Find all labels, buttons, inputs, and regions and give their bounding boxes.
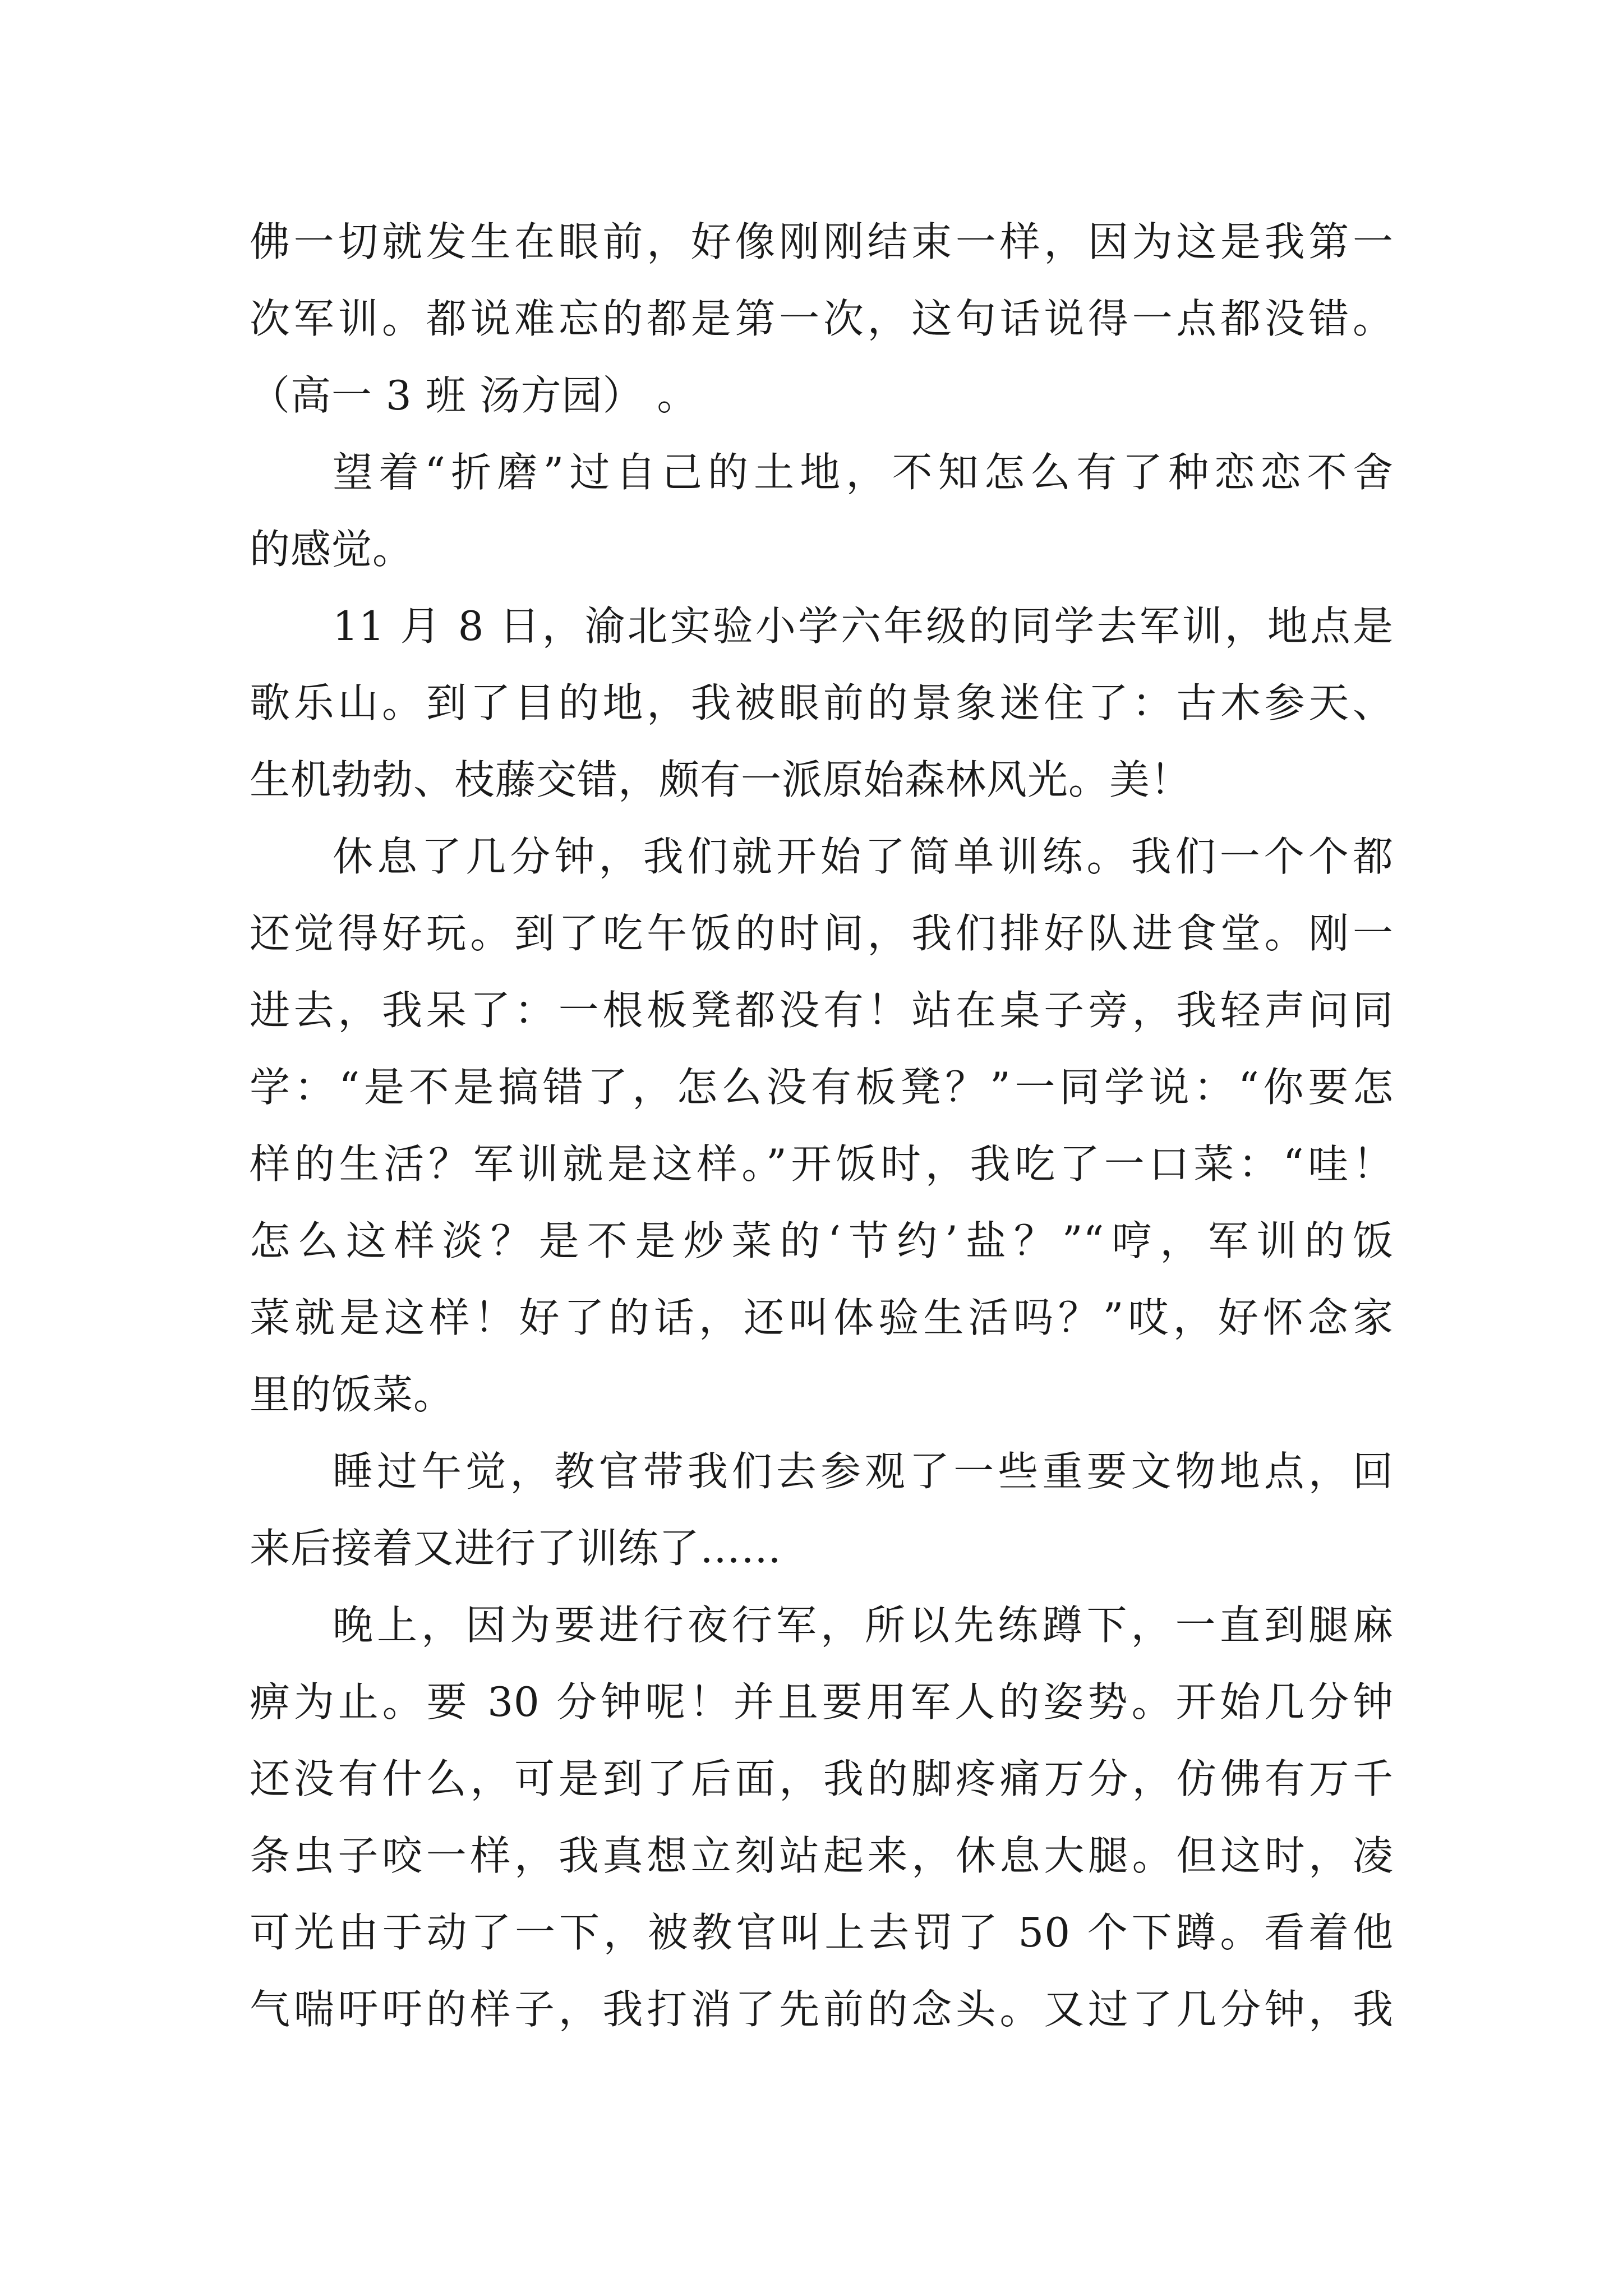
text-line: 菜就是这样！好了的话，还叫体验生活吗？”哎，好怀念家	[250, 1294, 1394, 1341]
text-line: 可光由于动了一下，被教官叫上去罚了 50 个下蹲。看着他	[250, 1909, 1394, 1956]
text-line: 休息了几分钟，我们就开始了简单训练。我们一个个都	[333, 833, 1394, 880]
text-line: 佛一切就发生在眼前，好像刚刚结束一样，因为这是我第一	[250, 218, 1394, 265]
text-line: 睡过午觉，教官带我们去参观了一些重要文物地点，回	[333, 1448, 1394, 1495]
text-line: 条虫子咬一样，我真想立刻站起来，休息大腿。但这时，凌	[250, 1832, 1394, 1879]
text-line: 气喘吁吁的样子，我打消了先前的念头。又过了几分钟，我	[250, 1986, 1394, 2033]
text-line: 晚上，因为要进行夜行军，所以先练蹲下，一直到腿麻	[333, 1602, 1394, 1649]
text-line: 怎么这样淡？是不是炒菜的‘节约’盐？”“哼，军训的饭	[250, 1217, 1394, 1264]
text-line: 还觉得好玩。到了吃午饭的时间，我们排好队进食堂。刚一	[250, 910, 1394, 957]
text-line: 歌乐山。到了目的地，我被眼前的景象迷住了：古木参天、	[250, 679, 1394, 726]
text-line: 样的生活？军训就是这样。”开饭时，我吃了一口菜：“哇！	[250, 1140, 1394, 1188]
text-line: 次军训。都说难忘的都是第一次，这句话说得一点都没错。	[250, 295, 1394, 342]
author-line: （高一 3 班 汤方园） 。	[250, 372, 698, 419]
text-line: 还没有什么，可是到了后面，我的脚疼痛万分，仿佛有万千	[250, 1755, 1394, 1802]
text-line: 生机勃勃、枝藤交错，颇有一派原始森林风光。美！	[250, 756, 1192, 803]
text-line: 来后接着又进行了训练了……	[250, 1525, 782, 1572]
text-line: 里的饭菜。	[250, 1371, 455, 1418]
text-line: 的感觉。	[250, 526, 414, 573]
text-line: 进去，我呆了：一根板凳都没有！站在桌子旁，我轻声问同	[250, 987, 1394, 1034]
text-line: 学：“是不是搞错了，怎么没有板凳？”一同学说：“你要怎	[250, 1064, 1394, 1111]
text-line: 痹为止。要 30 分钟呢！并且要用军人的姿势。开始几分钟	[250, 1678, 1394, 1726]
text-line: 11 月 8 日，渝北实验小学六年级的同学去军训，地点是	[333, 602, 1394, 650]
text-line: 望着“折磨”过自己的土地，不知怎么有了种恋恋不舍	[333, 449, 1394, 496]
